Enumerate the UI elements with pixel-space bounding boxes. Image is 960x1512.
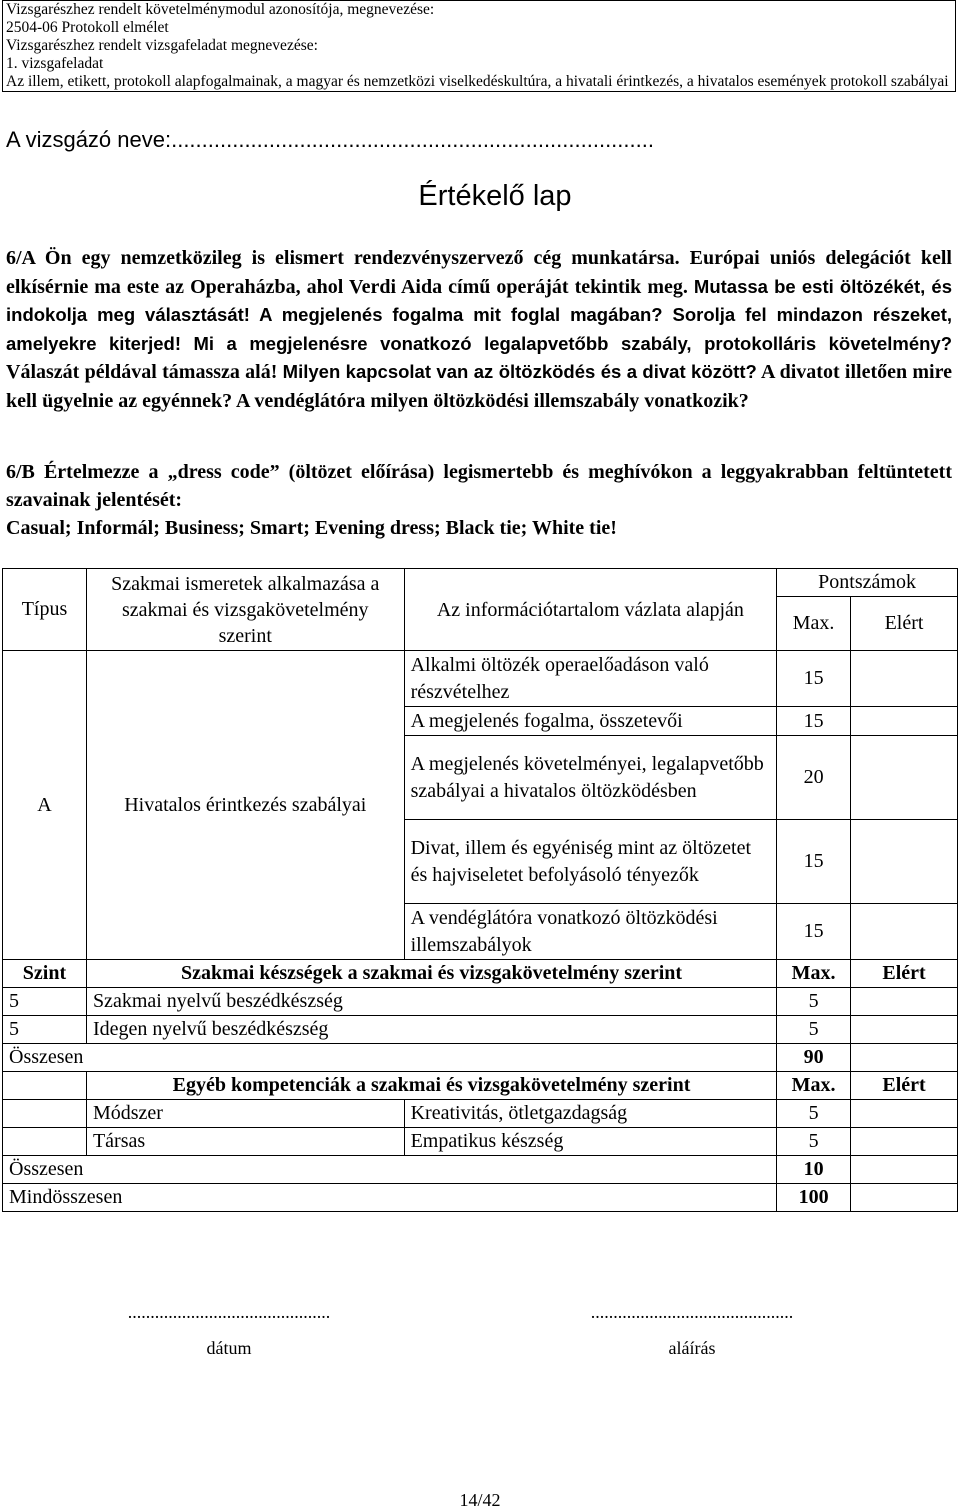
task-6a <box>6 244 952 415</box>
skill-level: 5 <box>3 988 87 1016</box>
grand-total-value: 100 <box>777 1184 851 1212</box>
competence-max: 5 <box>777 1128 851 1156</box>
exam-header <box>2 0 956 92</box>
outline-item: A vendéglátóra vonatkozó öltözködési illemszabályok <box>404 904 777 960</box>
competence-achieved[interactable] <box>851 1128 958 1156</box>
outline-achieved[interactable] <box>851 736 958 820</box>
signature-dots[interactable]: ............................................. <box>590 1302 794 1322</box>
header-knowledge: Szakmai ismeretek alkalmazása a szakmai és vizsgakövetelmény szerint <box>86 569 404 651</box>
outline-max: 15 <box>777 707 851 736</box>
header-max: Max. <box>777 597 851 651</box>
outline-max: 15 <box>777 820 851 904</box>
skill-text: Idegen nyelvű beszédkészség <box>86 1016 776 1044</box>
total-value: 10 <box>777 1156 851 1184</box>
outline-max: 20 <box>777 736 851 820</box>
skill-achieved[interactable] <box>851 1016 958 1044</box>
competence-text: Empatikus készség <box>404 1128 777 1156</box>
skills-achieved-header: Elért <box>851 960 958 988</box>
header-line-task-label: Vizsgarészhez rendelt vizsgafeladat megnevezése: <box>6 37 318 54</box>
total-value: 90 <box>777 1044 851 1072</box>
task-6a-part4: Milyen kapcsolat van az öltözködés és a divat között? <box>282 361 757 382</box>
competence-kind: Társas <box>86 1128 404 1156</box>
candidate-name-line: A vizsgázó neve:............................................................................... <box>6 127 654 152</box>
skills-header: Szakmai készségek a szakmai és vizsgakövetelmény szerint <box>86 960 776 988</box>
total-achieved[interactable] <box>851 1044 958 1072</box>
comp-empty-cell <box>3 1100 87 1128</box>
outline-achieved[interactable] <box>851 651 958 707</box>
skill-max: 5 <box>777 1016 851 1044</box>
task-6b-line1: 6/B Értelmezze a „dress code” (öltözet előírása) legismertebb és meghívókon a leggyakrabban feltüntetett szavainak jelentését: <box>6 461 952 511</box>
competence-kind: Módszer <box>86 1100 404 1128</box>
task-6b-line2: Casual; Informál; Business; Smart; Evening dress; Black tie; White tie! <box>6 517 617 539</box>
competence-text: Kreativitás, ötletgazdagság <box>404 1100 777 1128</box>
outline-achieved[interactable] <box>851 904 958 960</box>
task-6a-part2: Mutassa be esti öltözékét, és indokolja meg választását! A megjelenés fogalma mit foglal magában? Sorolja fel mindazon részeket, amelyekre kiterjed! Mi a megjelenésre vonatkozó legalapvetőbb szabály, protokolláris követelmény? <box>6 275 953 354</box>
task-6a-part5: A divatot illetően mire kell ügyelnie az egyénnek? A vendéglátóra milyen öltözködési illemszabály vonatkozik? <box>6 361 952 412</box>
signature-block <box>552 1294 832 1366</box>
date-signature-block <box>88 1294 370 1366</box>
outline-max: 15 <box>777 904 851 960</box>
skills-max-header: Max. <box>777 960 851 988</box>
total-achieved[interactable] <box>851 1156 958 1184</box>
grand-total-label: Mindösszesen <box>3 1184 777 1212</box>
comp-empty-cell <box>3 1072 87 1100</box>
header-points: Pontszámok <box>777 569 958 597</box>
date-label: dátum <box>206 1338 252 1358</box>
outline-item: Alkalmi öltözék operaelőadáson való részvételhez <box>404 651 777 707</box>
task-6a-part1: 6/A Ön egy nemzetközileg is elismert rendezvényszervező cég munkatársa. Európai uniós delegációt kell elkísérnie ma este az Operaházba, ahol Verdi Aida című operáját tekintik meg. <box>6 247 952 298</box>
outline-max: 15 <box>777 651 851 707</box>
task-6b <box>6 458 952 542</box>
header-achieved: Elért <box>851 597 958 651</box>
topic-a: Hivatalos érintkezés szabályai <box>86 651 404 960</box>
type-a: A <box>3 651 87 960</box>
outline-achieved[interactable] <box>851 707 958 736</box>
competence-header: Egyéb kompetenciák a szakmai és vizsgakövetelmény szerint <box>86 1072 776 1100</box>
outline-achieved[interactable] <box>851 820 958 904</box>
outline-item: Divat, illem és egyéniség mint az öltözetet és hajviseletet befolyásoló tényezők <box>404 820 777 904</box>
page-title: Értékelő lap <box>418 180 572 212</box>
header-line-task-name: Az illem, etikett, protokoll alapfogalmainak, a magyar és nemzetközi viselkedéskultúra, a hivatali érintkezés, a hivatalos események protokoll szabályai <box>6 73 949 90</box>
scoring-table <box>2 568 958 1212</box>
header-type: Típus <box>3 569 87 651</box>
outline-item: A megjelenés követelményei, legalapvetőbb szabályai a hivatalos öltözködésben <box>404 736 777 820</box>
page-number: 14/42 <box>459 1490 501 1510</box>
header-outline: Az információtartalom vázlata alapján <box>404 569 777 651</box>
task-6a-part3: Válaszát példával támassza alá! <box>6 361 278 383</box>
header-line-task: 1. vizsgafeladat <box>6 55 104 72</box>
header-line-module-label: Vizsgarészhez rendelt követelménymodul azonosítója, megnevezése: <box>6 1 435 18</box>
total-label: Összesen <box>3 1044 777 1072</box>
skill-max: 5 <box>777 988 851 1016</box>
competence-achieved[interactable] <box>851 1100 958 1128</box>
grand-total-achieved[interactable] <box>851 1184 958 1212</box>
comp-empty-cell <box>3 1128 87 1156</box>
outline-item: A megjelenés fogalma, összetevői <box>404 707 777 736</box>
skill-text: Szakmai nyelvű beszédkészség <box>86 988 776 1016</box>
skills-level-header: Szint <box>3 960 87 988</box>
date-dots[interactable]: ............................................. <box>127 1302 331 1322</box>
header-line-module: 2504-06 Protokoll elmélet <box>6 19 169 36</box>
skill-achieved[interactable] <box>851 988 958 1016</box>
total-label: Összesen <box>3 1156 777 1184</box>
signature-label: aláírás <box>668 1338 716 1358</box>
competence-max: 5 <box>777 1100 851 1128</box>
competence-max-header: Max. <box>777 1072 851 1100</box>
competence-achieved-header: Elért <box>851 1072 958 1100</box>
skill-level: 5 <box>3 1016 87 1044</box>
